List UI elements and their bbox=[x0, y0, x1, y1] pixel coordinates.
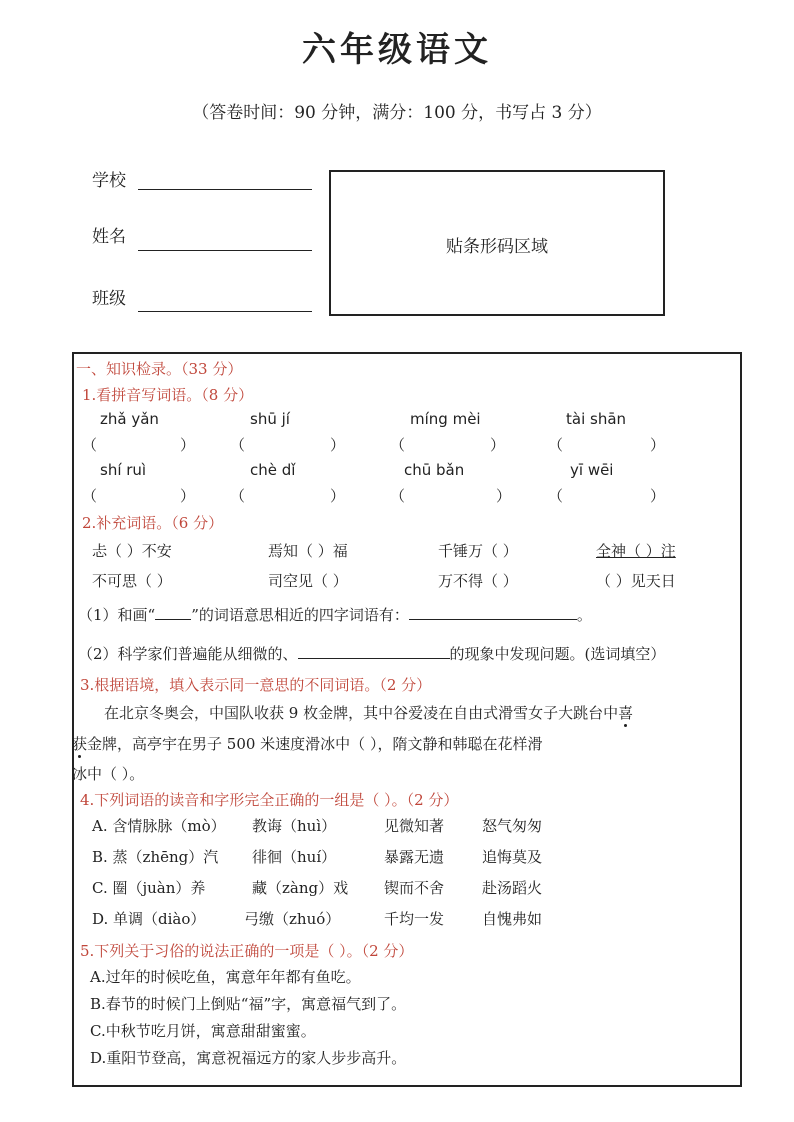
idiom-item: 万不得（ ） bbox=[438, 572, 518, 590]
name-field[interactable] bbox=[138, 250, 312, 251]
pinyin: míng mèi bbox=[410, 410, 481, 428]
q3-paragraph-line: 冰中（ ）。 bbox=[72, 765, 145, 783]
idiom-item: 忐（ ）不安 bbox=[92, 542, 172, 560]
school-field[interactable] bbox=[138, 189, 312, 190]
answer-paren-close: ） bbox=[330, 436, 346, 454]
answer-paren-open: （ bbox=[548, 487, 564, 505]
q4-title: 4.下列词语的读音和字形完全正确的一组是（ ）。（2 分） bbox=[80, 791, 459, 809]
answer-paren-open: （ bbox=[82, 487, 98, 505]
pinyin: yī wēi bbox=[570, 461, 614, 479]
school-label: 学校 bbox=[92, 171, 126, 191]
pinyin: tài shān bbox=[566, 410, 627, 428]
option-text: 自愧弗如 bbox=[482, 910, 543, 928]
option-text: 千均一发 bbox=[384, 910, 445, 928]
q3-paragraph-line bbox=[72, 733, 542, 754]
q2-sub1 bbox=[78, 604, 592, 625]
q5-title: 5.下列关于习俗的说法正确的一项是（ ）。（2 分） bbox=[80, 942, 414, 960]
idiom-item: 司空见（ ） bbox=[268, 572, 348, 590]
q2-sub1-text-c: 。 bbox=[576, 606, 592, 624]
q2-sub1-text-a: （1）和画“ bbox=[78, 606, 156, 624]
answer-blank[interactable] bbox=[155, 618, 191, 620]
q2-sub1-text-b: ”的词语意思相近的四字词语有： bbox=[191, 606, 409, 624]
option-text: 锲而不舍 bbox=[384, 879, 445, 897]
option-text: C. 圈（juàn）养 bbox=[92, 879, 206, 897]
answer-paren-open: （ bbox=[390, 436, 406, 454]
answer-paren-open: （ bbox=[230, 487, 246, 505]
option-text: B. 蒸（zhēng）汽 bbox=[92, 848, 219, 866]
answer-paren-close: ） bbox=[650, 487, 666, 505]
answer-paren-close: ） bbox=[496, 487, 512, 505]
option-text: 徘徊（huí） bbox=[252, 848, 337, 866]
answer-paren-open: （ bbox=[230, 436, 246, 454]
q2-title: 2.补充词语。（6 分） bbox=[82, 514, 224, 532]
answer-paren-open: （ bbox=[390, 487, 406, 505]
option-text: 藏（zàng）戏 bbox=[252, 879, 349, 897]
class-label: 班级 bbox=[92, 289, 126, 309]
pinyin: zhǎ yǎn bbox=[100, 410, 159, 428]
option-text: B.春节的时候门上倒贴“福”字，寓意福气到了。 bbox=[90, 995, 407, 1013]
answer-paren-close: ） bbox=[330, 487, 346, 505]
option-text: 赴汤蹈火 bbox=[482, 879, 543, 897]
section-title: 一、知识检录。（33 分） bbox=[76, 360, 243, 378]
q2-sub2-text-b: 的现象中发现问题。(选词填空） bbox=[449, 645, 666, 663]
option-text: 弓缴（zhuó） bbox=[244, 910, 341, 928]
pinyin: shí ruì bbox=[100, 461, 147, 479]
answer-paren-close: ） bbox=[490, 436, 506, 454]
answer-blank[interactable] bbox=[298, 657, 450, 659]
pinyin: chè dǐ bbox=[250, 461, 296, 479]
option-text: A. 含情脉脉（mò） bbox=[92, 817, 226, 835]
option-text: 教诲（huì） bbox=[252, 817, 337, 835]
idiom-item: 不可思（ ） bbox=[92, 572, 172, 590]
option-text: C.中秋节吃月饼，寓意甜甜蜜蜜。 bbox=[90, 1022, 316, 1040]
q3-text: 金牌，高亭宇在男子 500 米速度滑冰中（ ），隋文静和韩聪在花样滑 bbox=[87, 735, 543, 753]
idiom-item-underlined: 全神（ ）注 bbox=[596, 542, 676, 560]
option-text: D.重阳节登高，寓意祝福远方的家人步步高升。 bbox=[90, 1049, 407, 1067]
answer-paren-open: （ bbox=[548, 436, 564, 454]
answer-paren-close: ） bbox=[180, 487, 196, 505]
option-text: 暴露无遗 bbox=[384, 848, 445, 866]
q3-title: 3.根据语境，填入表示同一意思的不同词语。（2 分） bbox=[80, 676, 432, 694]
option-text: A.过年的时候吃鱼，寓意年年都有鱼吃。 bbox=[90, 968, 361, 986]
q2-sub2-text-a: （2）科学家们普遍能从细微的、 bbox=[78, 645, 298, 663]
name-label: 姓名 bbox=[92, 227, 126, 247]
q1-title: 1.看拼音写词语。（8 分） bbox=[82, 386, 254, 404]
exam-info: （答卷时间：90 分钟，满分：100 分，书写占 3 分） bbox=[192, 103, 602, 123]
answer-paren-open: （ bbox=[82, 436, 98, 454]
pinyin: shū jí bbox=[250, 410, 290, 428]
idiom-item: （ ）见天日 bbox=[596, 572, 676, 590]
class-field[interactable] bbox=[138, 311, 312, 312]
q2-sub2 bbox=[78, 643, 665, 664]
option-text: D. 单调（diào） bbox=[92, 910, 206, 928]
barcode-area bbox=[329, 170, 665, 316]
option-text: 见微知著 bbox=[384, 817, 445, 835]
pinyin: chū bǎn bbox=[404, 461, 465, 479]
idiom-item: 焉知（ ）福 bbox=[268, 542, 348, 560]
q3-dotted-char: 获 bbox=[72, 735, 88, 753]
page-title: 六年级语文 bbox=[302, 30, 492, 70]
q3-dotted-char: 喜 bbox=[618, 704, 634, 722]
option-text: 追悔莫及 bbox=[482, 848, 543, 866]
q3-paragraph-line bbox=[104, 702, 633, 723]
idiom-item: 千锤万（ ） bbox=[438, 542, 518, 560]
barcode-label: 贴条形码区域 bbox=[446, 237, 548, 257]
q3-text: 在北京冬奥会，中国队收获 9 枚金牌，其中谷爱凌在自由式滑雪女子大跳台中 bbox=[104, 704, 619, 722]
answer-paren-close: ） bbox=[650, 436, 666, 454]
answer-paren-close: ） bbox=[180, 436, 196, 454]
option-text: 怒气匆匆 bbox=[482, 817, 543, 835]
answer-blank[interactable] bbox=[409, 618, 577, 620]
